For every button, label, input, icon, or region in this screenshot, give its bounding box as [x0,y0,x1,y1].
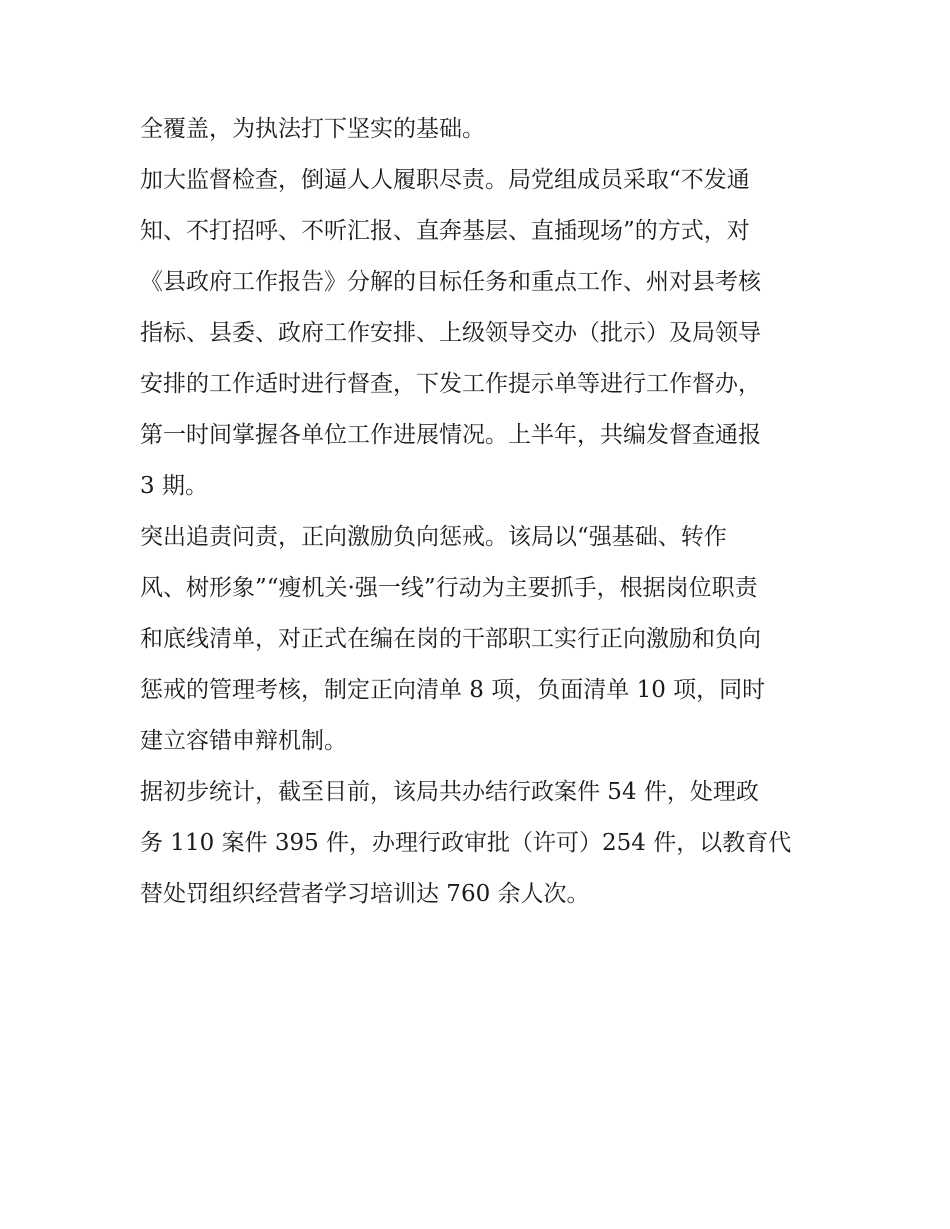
text-line: 指标、县委、政府工作安排、上级领导交办（批示）及局领导 [140,320,761,346]
document-body [140,104,820,920]
text-line: 替处罚组织经营者学习培训达 760 余人次。 [140,881,590,907]
text-line: 务 110 案件 395 件，办理行政审批（许可）254 件，以教育代 [140,830,792,856]
text-line: 《县政府工作报告》分解的目标任务和重点工作、州对县考核 [140,269,761,295]
text-line: 和底线清单，对正式在编在岗的干部职工实行正向激励和负向 [140,626,761,652]
text-line: 惩戒的管理考核，制定正向清单 8 项，负面清单 10 项，同时 [140,677,766,703]
text-line: 风、树形象”“瘦机关·强一线”行动为主要抓手，根据岗位职责 [140,575,758,601]
text-line: 安排的工作适时进行督查，下发工作提示单等进行工作督办， [140,371,761,397]
text-line: 建立容错申辩机制。 [140,728,347,754]
text-line: 第一时间掌握各单位工作进展情况。上半年，共编发督查通报 [140,422,761,448]
text-line: 加大监督检查，倒逼人人履职尽责。局党组成员采取“不发通 [140,167,750,193]
text-line: 据初步统计，截至目前，该局共办结行政案件 54 件，处理政 [140,779,759,805]
text-line: 全覆盖，为执法打下坚实的基础。 [140,116,485,142]
text-line: 突出追责问责，正向激励负向惩戒。该局以“强基础、转作 [140,524,727,550]
text-line: 3 期。 [140,473,208,499]
text-line: 知、不打招呼、不听汇报、直奔基层、直插现场”的方式，对 [140,218,750,244]
